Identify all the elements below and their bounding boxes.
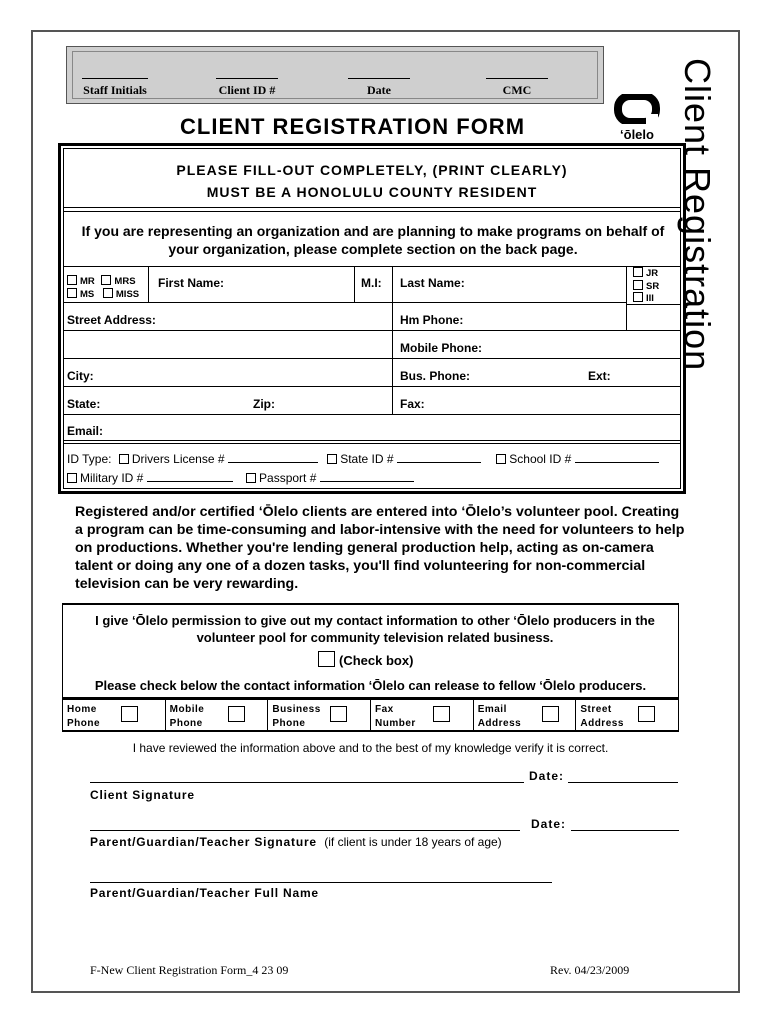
notice-line-1: PLEASE FILL-OUT COMPLETELY, (PRINT CLEARLY) [176, 162, 568, 178]
suffix-jr[interactable]: JR [633, 267, 659, 280]
mi-field[interactable]: M.I: [361, 276, 382, 290]
client-id-field[interactable] [207, 69, 287, 98]
contact-option-business-phone[interactable]: Business Phone [268, 700, 371, 730]
last-name-field[interactable]: Last Name: [400, 276, 465, 290]
suffix-options [633, 267, 659, 305]
email-field[interactable]: Email: [67, 424, 104, 438]
checkbox-icon [121, 706, 138, 722]
guardian-full-name-line[interactable] [90, 882, 552, 883]
contact-option-fax-number[interactable]: Fax Number [371, 700, 474, 730]
state-id-option[interactable]: State ID # [327, 452, 393, 466]
checkbox-icon [67, 275, 77, 285]
olelo-logo [606, 94, 668, 142]
title-ms[interactable]: MS [67, 289, 94, 300]
title-mr[interactable]: MR [67, 276, 95, 287]
client-signature-label: Client Signature [90, 788, 195, 802]
suffix-iii[interactable]: III [633, 292, 659, 305]
ext-field[interactable]: Ext: [588, 369, 611, 383]
street-address-field[interactable]: Street Address: [67, 313, 156, 327]
passport-input[interactable] [320, 470, 414, 482]
checkbox-icon [327, 454, 337, 464]
client-signature-line[interactable] [90, 782, 524, 783]
military-id-input[interactable] [147, 470, 233, 482]
footer-form-name: F-New Client Registration Form_4 23 09 [90, 963, 289, 977]
checkbox-icon [67, 288, 77, 298]
permission-checkbox[interactable]: (Check box) [318, 651, 413, 668]
date-field[interactable] [339, 69, 419, 98]
client-id-label: Client ID # [218, 83, 276, 97]
hm-phone-field[interactable]: Hm Phone: [400, 313, 464, 327]
zip-field[interactable]: Zip: [253, 397, 275, 411]
checkbox-icon [633, 267, 643, 277]
first-name-field[interactable]: First Name: [158, 276, 225, 290]
checkbox-icon [433, 706, 450, 722]
state-id-input[interactable] [397, 451, 481, 463]
fax-field[interactable]: Fax: [400, 397, 425, 411]
checkbox-icon [67, 473, 77, 483]
checkbox-icon [119, 454, 129, 464]
contact-option-email-address[interactable]: Email Address [474, 700, 577, 730]
military-id-option[interactable]: Military ID # [67, 471, 143, 485]
contact-option-mobile-phone[interactable]: Mobile Phone [166, 700, 269, 730]
release-text: Please check below the contact information ‘Ōlelo can release to fellow ‘Ōlelo producers. [94, 678, 647, 693]
checkbox-icon [228, 706, 245, 722]
checkbox-icon [638, 706, 655, 722]
drivers-license-input[interactable] [228, 451, 318, 463]
city-field[interactable]: City: [67, 369, 94, 383]
id-type-label: ID Type: [67, 452, 112, 466]
client-date-line[interactable] [568, 782, 678, 783]
bus-phone-field[interactable]: Bus. Phone: [400, 369, 471, 383]
title-mrs[interactable]: MRS [101, 276, 135, 287]
checkbox-icon [103, 288, 113, 298]
date-label: Date [367, 83, 391, 97]
guardian-date-line[interactable] [571, 830, 679, 831]
olelo-logo-text: ‘ōlelo [620, 127, 654, 142]
school-id-option[interactable]: School ID # [496, 452, 571, 466]
checkbox-icon [633, 292, 643, 302]
suffix-sr[interactable]: SR [633, 280, 659, 293]
guardian-full-name-label: Parent/Guardian/Teacher Full Name [90, 886, 319, 900]
guardian-signature-line[interactable] [90, 830, 520, 831]
school-id-input[interactable] [575, 451, 659, 463]
id-type-row-2 [67, 470, 414, 485]
staff-header-box [66, 46, 604, 104]
drivers-license-option[interactable]: Drivers License # [119, 452, 225, 466]
checkbox-icon [318, 651, 335, 667]
permission-text: I give ‘Ōlelo permission to give out my contact information to other ‘Ōlelo producers in the volunteer pool for community television related business. [95, 613, 655, 645]
client-date-label: Date: [529, 769, 565, 783]
mobile-phone-field[interactable]: Mobile Phone: [400, 341, 482, 355]
guardian-note: (if client is under 18 years of age) [324, 835, 502, 849]
notice-line-2: MUST BE A HONOLULU COUNTY RESIDENT [206, 184, 538, 200]
checkbox-icon [246, 473, 256, 483]
staff-initials-label: Staff Initials [83, 83, 147, 97]
olelo-logo-icon [606, 94, 668, 124]
guardian-signature-label: Parent/Guardian/Teacher Signature [90, 835, 317, 849]
checkbox-icon [542, 706, 559, 722]
guardian-signature-label-row [90, 835, 502, 849]
verify-text: I have reviewed the information above and to the best of my knowledge verify it is correct. [132, 741, 609, 755]
state-field[interactable]: State: [67, 397, 101, 411]
staff-initials-field[interactable] [75, 69, 155, 98]
checkbox-icon [330, 706, 347, 722]
guardian-date-label: Date: [531, 817, 567, 831]
contact-option-home-phone[interactable]: Home Phone [63, 700, 166, 730]
organization-note: If you are representing an organization and are planning to make programs on behalf of your organization, please complete section on the back page. [81, 223, 665, 257]
contact-options-row [62, 698, 679, 732]
checkbox-icon [101, 275, 111, 285]
title-options [67, 275, 139, 301]
contact-option-street-address[interactable]: Street Address [576, 700, 678, 730]
checkbox-icon [496, 454, 506, 464]
cmc-label: CMC [502, 83, 532, 97]
cmc-field[interactable] [477, 69, 557, 98]
title-miss[interactable]: MISS [103, 289, 139, 300]
passport-option[interactable]: Passport # [246, 471, 316, 485]
volunteer-paragraph: Registered and/or certified ‘Ōlelo clients are entered into ‘Ōlelo’s volunteer pool. Creating a program can be time-consuming and labor-intensive with the need for volunteers to help on productions. Whether you're lending general production help, acting as on-camera talent or doing any one of a dozen tasks, you'll find volunteering for non-commercial television can be very rewarding. [75, 504, 685, 592]
id-type-row-1 [67, 451, 659, 466]
checkbox-icon [633, 280, 643, 290]
side-title: Client Registration [677, 58, 718, 372]
form-title: CLIENT REGISTRATION FORM [180, 114, 526, 139]
footer-revision: Rev. 04/23/2009 [550, 963, 630, 977]
